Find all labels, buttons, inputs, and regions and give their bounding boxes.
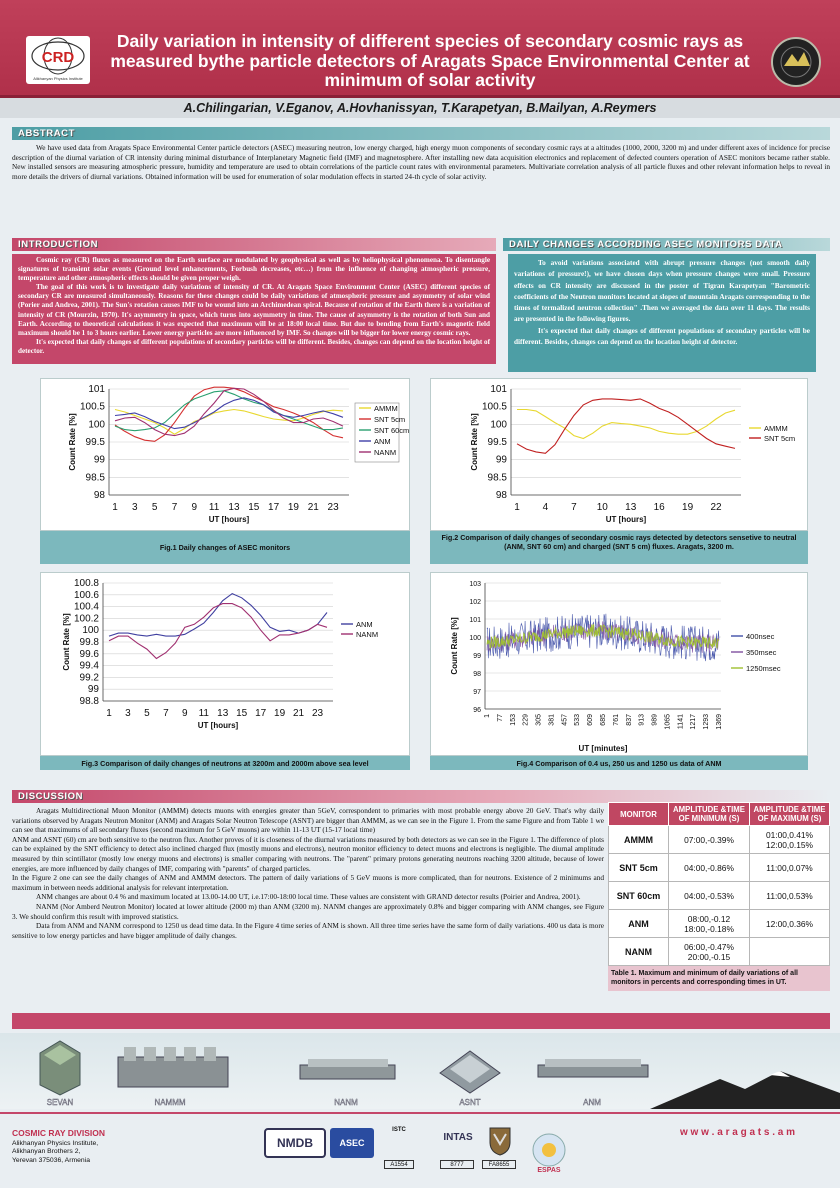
x-tick-label: 1 xyxy=(514,502,520,513)
shield-icon xyxy=(488,1126,512,1156)
discussion-p2: ANM and ASNT (60) cm are both sensitive to the neutron flux. Another proves of it is closeness of the diurnal variations measured by both detectors as we can see in the Figure 1. The difference of plots can be explained by the SNT efficiency to detect also inclined charged flux (mostly muons and electrons), neutron monitor efficiency to detect muons and electrons is negligible. The diurnal amplitude measured by thin scintillator (mostly low energy muons and electrons) is smaller comparing with neutrons. The "parent" primary protons generating neutrons reaching 3200 altitude, because of lower energies, are more influenced by daily changes of IMF, comparing with "parents" of charged particles. xyxy=(12,834,604,873)
legend-label: AMMM xyxy=(374,404,398,413)
y-tick-label: 100 xyxy=(82,625,99,637)
y-tick-label: 99 xyxy=(93,454,105,466)
legend-label: ANM xyxy=(374,437,391,446)
x-axis-label: UT [hours] xyxy=(197,721,239,730)
x-axis-label: UT [minutes] xyxy=(578,744,628,753)
y-tick-label: 97 xyxy=(473,689,481,696)
y-axis-label: Count Rate [%] xyxy=(68,413,77,471)
table-cell: 04:00,-0.53% xyxy=(669,882,750,910)
x-tick-label: 21 xyxy=(293,708,305,719)
y-tick-label: 98.5 xyxy=(487,472,507,484)
fig3-panel xyxy=(40,572,410,756)
x-tick-label: 23 xyxy=(327,502,339,513)
x-tick-label: 609 xyxy=(587,714,595,726)
sevan-detector xyxy=(40,1041,80,1095)
y-tick-label: 99.5 xyxy=(85,437,105,448)
website-url[interactable]: w w w . a r a g a t s . a m xyxy=(680,1127,796,1138)
x-tick-label: 9 xyxy=(182,708,188,719)
table-header: MONITOR xyxy=(609,803,669,826)
discussion-p1: Aragats Multidirectional Muon Monitor (AMMM) detects muons with energies greater than 5GeV, correspondent to primaries with most probable energy above 20 GeV. That's why daily variations observed by Aragats Neutron Monitor (ANM) and Aragats Solar Neutron Telescope (ASNT) are bigger than AMMM, as we can see in the Figure 1. From the same Figure and from Table 1 we can see that maximums of all secondary fluxes (second maximum for 5 GeV muons) are within 11-13 UT (15-17 local time) xyxy=(12,806,604,835)
x-tick-label: 77 xyxy=(496,714,504,722)
footer-address xyxy=(12,1140,98,1165)
legend-label: SNT 60cm xyxy=(374,426,410,435)
table1 xyxy=(608,802,830,991)
daily-changes-p2: It's expected that daily changes of different populations of secondary particles will be different. Besides, changes can depend on the location height of detector. xyxy=(514,326,810,347)
fig3-chart xyxy=(41,573,411,757)
espas-logo xyxy=(526,1130,572,1174)
nammm-detector xyxy=(118,1047,228,1087)
legend-label: AMMM xyxy=(764,424,788,433)
aragats-logo xyxy=(26,36,90,84)
address-line: Alikhanyan Physics Institute, xyxy=(12,1140,99,1147)
x-tick-label: 4 xyxy=(542,502,549,513)
table-cell: AMMM xyxy=(609,826,669,854)
detector-label: ANM xyxy=(583,1098,601,1107)
table-cell: 11:00,0.53% xyxy=(749,882,829,910)
table1-caption: Table 1. Maximum and minimum of daily variations of all monitors in percents and corresponding times in UT. xyxy=(608,966,830,991)
x-tick-label: 761 xyxy=(612,714,620,726)
y-axis-label: Count Rate [%] xyxy=(450,617,459,675)
asnt-detector xyxy=(440,1051,500,1093)
y-tick-label: 103 xyxy=(469,581,481,588)
x-tick-label: 11 xyxy=(198,708,209,719)
table-row xyxy=(609,826,830,854)
y-tick-label: 100 xyxy=(490,419,507,431)
fig2-caption: Fig.2 Comparison of daily changes of secondary cosmic rays detected by detectors sensetive to neutral (ANM, SNT 60 cm) and charged (SNT 5 cm) fluxes. Aragats, 3200 m. xyxy=(430,531,808,564)
legend-label: NANM xyxy=(356,630,379,639)
x-tick-label: 533 xyxy=(574,714,582,726)
y-tick-label: 100.5 xyxy=(481,401,507,413)
logo-caption: Alikhanyan Physics Institute xyxy=(33,76,83,81)
table-header: AMPLITUDE &TIME OF MINIMUM (S) xyxy=(669,803,750,826)
fig1-chart xyxy=(41,379,411,532)
anm-detector xyxy=(538,1059,648,1077)
y-tick-label: 99 xyxy=(87,684,99,696)
x-tick-label: 1293 xyxy=(703,714,711,730)
discussion-p6: Data from ANM and NANM correspond to 1250 us dead time data. In the Figure 4 time series of ANM is shown. All three time series have the same form of daily variations. 400 us data is more sensitive to low energy particles and have bigger amplitude of daily changes. xyxy=(12,921,604,940)
legend-label: SNT 5cm xyxy=(374,415,406,424)
x-tick-label: 7 xyxy=(163,708,169,719)
discussion-p4: ANM changes are about 0.4 % and maximum located at 13.00-14.00 UT, i.e.17:00-18:00 local time. These values are consistent with GRAND detector results (Poirier and Andrea, 2001). xyxy=(36,892,581,902)
introduction-box xyxy=(12,254,496,364)
abstract-text: We have used data from Aragats Space Environmental Center particle detectors (ASEC) measuring neutron, low energy charged, high energy muon components of secondary cosmic rays at a altitudes (1000, 2000, 3200 m) and under different axes of incidence for precise description of the diurnal variation of CR intensity during minimal disturbance of Interplanetary Magnetic field (IMF) and magnetosphere. After installing new data acquisition electronics and replacement of defected counters operation of ASEC monitors became rather stable. New installed sensors are measuring atmospheric pressure, humidity and temperature are used to obtain correlations of the particle count rates with environmental parameters. Multivariate correlation analysis of all particle fluxes and other relevant information helps to reveal in more details the drivers of diurnal variations. Obtained information will be used for enumeration of solar modulation effects in started 24-th cycle of solar activity. xyxy=(12,143,830,181)
y-tick-label: 100.4 xyxy=(73,601,99,613)
x-tick-label: 16 xyxy=(653,502,665,513)
table-cell: 01:00,0.41% 12:00,0.15% xyxy=(749,826,829,854)
fig4-chart xyxy=(431,573,809,757)
introduction-p1: Cosmic ray (CR) fluxes as measured on the Earth surface are modulated by geophysical as well as by heliophysical phenomena. To disentangle signatures of transient solar events (Ground level enhancements, Forbush decreases, etc…) from the influence of changing atmospheric pressure, temperature and other atmospheric effects should be given proper weigh. xyxy=(18,256,490,283)
x-tick-label: 22 xyxy=(710,502,722,513)
x-tick-label: 5 xyxy=(151,502,158,513)
detector-label: SEVAN xyxy=(46,1098,74,1107)
fig1-panel xyxy=(40,378,410,531)
x-tick-label: 1 xyxy=(484,714,491,718)
x-tick-label: 3 xyxy=(132,502,138,513)
x-tick-label: 19 xyxy=(274,708,286,719)
fig4-panel xyxy=(430,572,808,756)
daily-changes-p1: To avoid variations associated with abrupt pressure changes (not smooth daily variations of pressure!), we have chosen days when pressure changes were small. Pressure effects on CR intensity are discussed in the poster of Tigran Karapetyan "Barometric coefficients of the Neutron monitors located at slopes of mountain Aragats corresponding to the times of termalized neutron collection" .Then we averaged the data over 11 days. The results are presented in the following figures. xyxy=(514,259,810,324)
x-tick-label: 381 xyxy=(548,714,556,726)
legend-label: 350msec xyxy=(746,648,777,657)
x-tick-label: 13 xyxy=(228,502,240,513)
intas-logo: INTAS xyxy=(443,1132,473,1143)
legend-label: ANM xyxy=(356,620,373,629)
table-cell: 07:00,-0.39% xyxy=(669,826,750,854)
footer-rule xyxy=(0,1112,840,1114)
x-tick-label: 153 xyxy=(509,714,517,726)
x-tick-label: 7 xyxy=(571,502,577,513)
discussion-p3: In the Figure 2 one can see the daily changes of ANM and AMMM detectors. The pattern of daily variations of 5 GeV muons is more complicated, than for neutrons. Existence of 2 minimums and maximum in between needs additional analysis for relevant interpretation. xyxy=(12,873,604,892)
daily-changes-box xyxy=(508,254,816,372)
y-tick-label: 99 xyxy=(473,653,481,660)
table-cell: 08:00,-0.12 18:00,-0.18% xyxy=(669,910,750,938)
table-header: AMPLITUDE &TIME OF MAXIMUM (S) xyxy=(749,803,829,826)
table-cell: 12:00,0.36% xyxy=(749,910,829,938)
discussion-heading: DISCUSSION xyxy=(12,790,830,803)
legend-label: 1250msec xyxy=(746,664,781,673)
espas-text: ESPAS xyxy=(537,1167,561,1174)
y-tick-label: 99.8 xyxy=(79,637,99,648)
legend-label: 400nsec xyxy=(746,632,775,641)
y-tick-label: 98.8 xyxy=(79,696,99,707)
y-tick-label: 99.4 xyxy=(79,660,99,672)
x-tick-label: 1369 xyxy=(716,714,723,730)
x-tick-label: 3 xyxy=(125,708,131,719)
y-tick-label: 101 xyxy=(469,617,481,624)
x-tick-label: 19 xyxy=(287,502,299,513)
x-tick-label: 989 xyxy=(651,714,659,726)
detectors-strip xyxy=(0,1033,840,1109)
y-tick-label: 100 xyxy=(88,419,105,431)
x-tick-label: 7 xyxy=(171,502,178,513)
y-tick-label: 98 xyxy=(473,671,481,678)
authors: A.Chilingarian, V.Eganov, A.Hovhanissyan, T.Karapetyan, B.Mailyan, A.Reymers xyxy=(0,98,840,118)
address-line: Alikhanyan Brothers 2, xyxy=(12,1148,81,1156)
x-tick-label: 15 xyxy=(236,708,248,719)
y-tick-label: 98.5 xyxy=(85,472,105,484)
y-tick-label: 99.2 xyxy=(79,672,99,684)
x-tick-label: 837 xyxy=(625,714,633,726)
x-tick-label: 305 xyxy=(535,714,543,726)
y-tick-label: 98 xyxy=(495,490,507,501)
y-axis-label: Count Rate [%] xyxy=(62,613,71,671)
introduction-heading: INTRODUCTION xyxy=(12,238,496,251)
y-tick-label: 100.6 xyxy=(73,589,99,601)
x-axis-label: UT [hours] xyxy=(605,515,647,524)
y-tick-label: 102 xyxy=(469,599,481,606)
table-cell: SNT 5cm xyxy=(609,854,669,882)
x-tick-label: 229 xyxy=(522,714,530,726)
seal-logo xyxy=(770,36,822,88)
x-tick-label: 457 xyxy=(561,714,569,726)
daily-changes-heading: DAILY CHANGES ACCORDING ASEC MONITORS DATA xyxy=(503,238,830,251)
asec-logo: ASEC xyxy=(330,1128,374,1158)
table-row xyxy=(609,938,830,966)
abstract-heading: ABSTRACT xyxy=(12,127,830,140)
series-line-nanm xyxy=(109,604,327,659)
y-tick-label: 101 xyxy=(490,384,507,395)
discussion-p5: NANM (Nor Amberd Neutron Monitor) located at lower altitude (2000 m) than ANM (3200 m). NANM changes are approximately 0.8% and bigger comparing with ANM changes, see Figure 3. We should confirm this result with improved statistics. xyxy=(12,901,604,921)
x-tick-label: 23 xyxy=(311,708,324,719)
y-tick-label: 96 xyxy=(473,707,481,714)
series-line-snt-5cm xyxy=(517,399,735,453)
svg-text:CRD: CRD xyxy=(41,49,75,66)
y-tick-label: 100.2 xyxy=(73,613,99,625)
x-tick-label: 15 xyxy=(248,502,260,513)
fig3-caption: Fig.3 Comparison of daily changes of neutrons at 3200m and 2000m above sea level xyxy=(40,756,410,770)
y-tick-label: 100 xyxy=(469,635,481,642)
fig2-panel xyxy=(430,378,808,531)
intas-label: 8777 xyxy=(440,1160,474,1169)
y-axis-label: Count Rate [%] xyxy=(470,413,479,471)
y-tick-label: 100.5 xyxy=(79,401,105,413)
x-tick-label: 10 xyxy=(596,502,608,513)
table-row xyxy=(609,910,830,938)
detector-label: NAMMM xyxy=(154,1098,186,1107)
x-tick-label: 1 xyxy=(112,502,118,513)
detector-label: ASNT xyxy=(459,1098,481,1107)
fa8655-label: FA8655 xyxy=(482,1160,516,1169)
x-tick-label: 9 xyxy=(191,502,198,513)
table-row xyxy=(609,854,830,882)
table-cell: 04:00,-0.86% xyxy=(669,854,750,882)
detectors-illustration xyxy=(0,1033,840,1109)
legend-label: SNT 5cm xyxy=(764,434,796,443)
y-tick-label: 99.6 xyxy=(79,648,99,660)
introduction-p2: The goal of this work is to investigate daily variations of intensity of CR. At Aragats Space Environment Center (ASEC) different species of secondary CR are measured simultaneously. Reasons for these changes could be daily variations of atmospheric pressure and asymmetry of solar wind (Porier and Andrea, 2001). The Sun's rotation causes IMF to be wound into an Archimedean spiral. Because of rotation of the Earth there is a variation of intensity of CR (Mourzin, 1970). It's asymmetry in space, which turns into asymmetry in time. The cause of asymmetry is the rotation of both Sun and Earth. According to theoretical calculations it was expected that maximum will be at 18:00 local time. But due to bending from Earth's magnetic field maximum should be 1 to 3 hours earlier. Lower energy particles are more influenced by IMF. So changes will be bigger for lower energy cosmic rays. xyxy=(18,283,490,337)
table-row xyxy=(609,882,830,910)
istc-label: A1554 xyxy=(384,1160,414,1169)
legend-label: NANM xyxy=(374,448,397,457)
fig4-caption: Fig.4 Comparison of 0.4 us, 250 us and 1250 us data of ANM xyxy=(430,756,808,770)
nmdb-logo: NMDB xyxy=(264,1128,326,1158)
nanm-detector xyxy=(300,1059,395,1079)
table-cell: 11:00,0.07% xyxy=(749,854,829,882)
footer-division: COSMIC RAY DIVISION xyxy=(12,1128,106,1138)
table-cell: SNT 60cm xyxy=(609,882,669,910)
y-tick-label: 98 xyxy=(93,490,105,501)
y-tick-label: 101 xyxy=(88,384,105,395)
x-tick-label: 1217 xyxy=(690,714,698,730)
x-tick-label: 17 xyxy=(268,502,280,513)
x-tick-label: 913 xyxy=(638,714,646,726)
table-cell: ANM xyxy=(609,910,669,938)
discussion-text xyxy=(12,806,604,940)
x-tick-label: 685 xyxy=(600,714,607,726)
table-cell xyxy=(749,938,829,966)
y-tick-label: 99.5 xyxy=(487,437,507,448)
x-tick-label: 1065 xyxy=(664,714,672,730)
poster-title: Daily variation in intensity of different species of secondary cosmic rays as measured bythe particle detectors of Aragats Space Environmental Center at minimum of solar activity xyxy=(110,31,750,90)
x-tick-label: 13 xyxy=(625,502,637,513)
x-tick-label: 19 xyxy=(682,502,694,513)
x-tick-label: 13 xyxy=(217,708,229,719)
detector-label: NANM xyxy=(334,1098,358,1107)
divider-band xyxy=(12,1013,830,1029)
x-axis-label: UT [hours] xyxy=(208,515,250,524)
x-tick-label: 11 xyxy=(208,502,220,513)
fig2-chart xyxy=(431,379,809,532)
istc-logo: ISTC xyxy=(392,1127,406,1133)
x-tick-label: 1141 xyxy=(677,714,685,730)
series-line-ammm xyxy=(115,410,343,435)
series-line-ammm xyxy=(517,410,735,439)
y-tick-label: 100.8 xyxy=(73,578,99,589)
x-tick-label: 21 xyxy=(307,502,319,513)
y-tick-label: 99 xyxy=(495,454,507,466)
introduction-p3: It's expected that daily changes of different populations of secondary particles will be different. Besides, changes can depend on the location height of detector. xyxy=(18,337,490,355)
table-cell: 06:00,-0.47% 20:00,-0.15 xyxy=(669,938,750,966)
x-tick-label: 5 xyxy=(144,708,150,719)
x-tick-label: 17 xyxy=(255,708,267,719)
x-tick-label: 1 xyxy=(106,708,112,719)
address-line: Yerevan 375036, Armenia xyxy=(12,1156,90,1164)
fig1-caption: Fig.1 Daily changes of ASEC monitors xyxy=(40,531,410,564)
table1-grid xyxy=(608,802,830,966)
table-cell: NANM xyxy=(609,938,669,966)
series-line-anm xyxy=(109,594,327,637)
